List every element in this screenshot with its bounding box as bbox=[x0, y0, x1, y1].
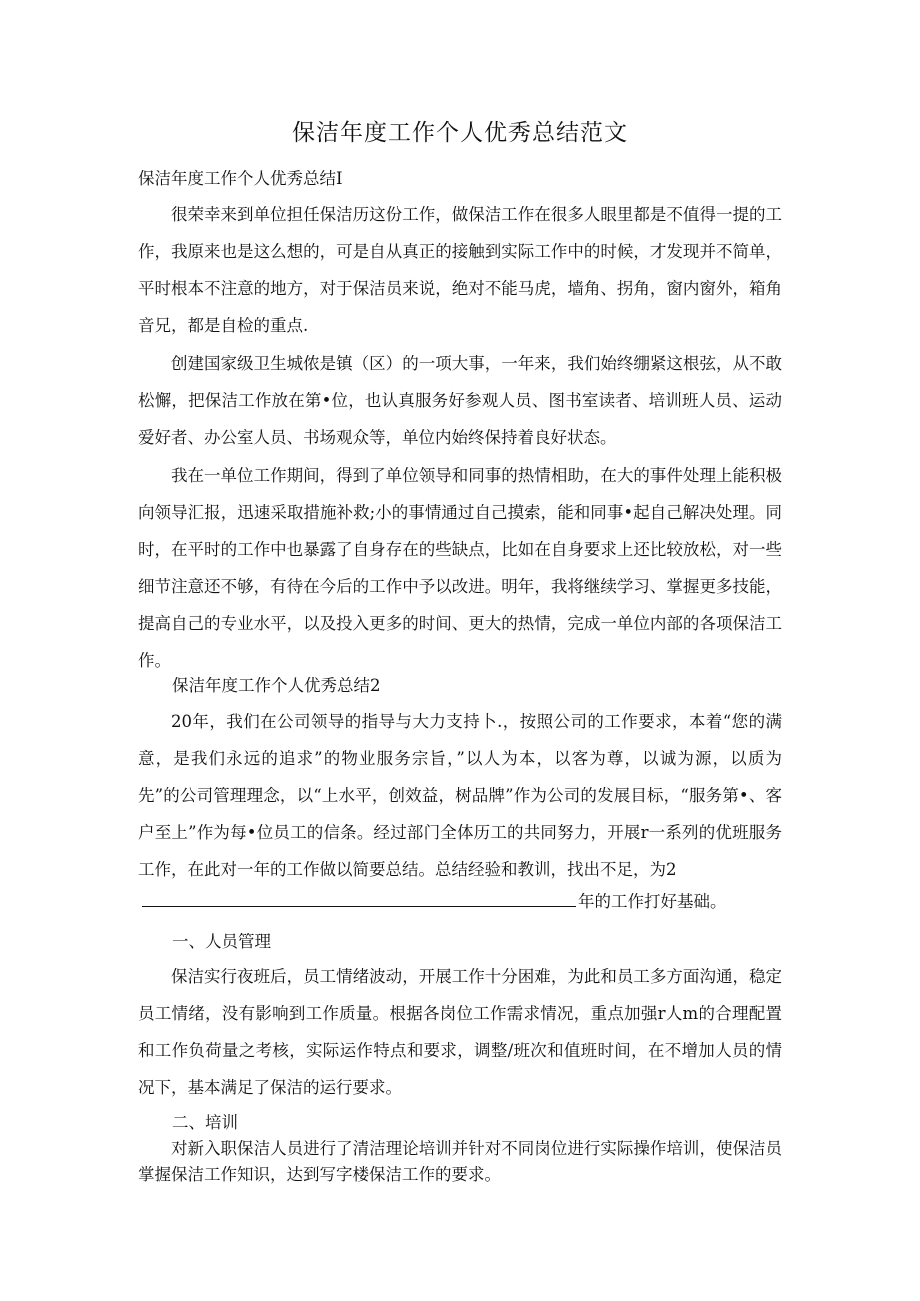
section-1-heading: 保洁年度工作个人优秀总结I bbox=[138, 169, 343, 188]
section-2-tail: 年的工作打好基础。 bbox=[578, 892, 727, 911]
fill-in-blank-underline bbox=[142, 905, 576, 907]
section-2-closing-line bbox=[142, 883, 727, 920]
section-2-paragraph: 20年，我们在公司领导的指导与大力支持卜.，按照公司的工作要求，本着“您的满意，是我们永远的追求”的物业服务宗旨，”以人为本，以客为尊，以诚为源，以质为先”的公司管理理念，以“上水平，创效益，树品牌”作为公司的发展目标，“服务第•、客户至上”作为每•位员工的信条。经过部门全体历工的共同努力，开展r一系列的优班服务工作，在此对一年的工作做以简要总结。总结经验和教训，找出不足，为2 bbox=[138, 712, 782, 879]
section-1-paragraph-1: 很荣幸来到单位担任保洁历这份工作，做保洁工作在很多人眼里都是不值得一提的工作，我原来也是这么想的，可是自从真正的接触到实际工作中的时候，才发现并不简单，平时根本不注意的地方，对于保洁员来说，绝对不能马虎，墙角、拐角，窗内窗外，箱角音兄，都是自检的重点. bbox=[138, 205, 782, 335]
subsection-2-paragraph: 对新入职保洁人员进行了清洁理论培训并针对不同岗位进行实际操作培训，使保洁员掌握保洁工作知识，达到写字楼保洁工作的要求。 bbox=[138, 1139, 782, 1184]
subsection-1-heading: 一、人员管理 bbox=[172, 932, 271, 951]
section-1-paragraph-3: 我在一单位工作期间，得到了单位领导和同事的热情相助，在大的事件处理上能积极向领导汇报，迅速采取措施补救;小的事情通过自己摸索，能和同事•起自己解决处理。同时，在平时的工作中也暴露了自身存在的些缺点，比如在自身要求上还比较放松，对一些细节注意还不够，有待在今后的工作中予以改进。明年，我将继续学习、掌握更多技能，提高自己的专业水平，以及投入更多的时间、更大的热情，完成一单位内部的各项保洁工作。 bbox=[138, 466, 782, 670]
subsection-1-paragraph: 保洁实行夜班后，员工情绪波动，开展工作十分困难，为此和员工多方面沟通，稳定员工情绪，没有影响到工作质量。根据各岗位工作需求情况，重点加强r人m的合理配置和工作负荷量之考核，实际运作特点和要求，调整/班次和值班时间，在不增加人员的情况下，基本满足了保洁的运行要求。 bbox=[138, 967, 782, 1097]
document-title: 保洁年度工作个人优秀总结范文 bbox=[292, 120, 628, 146]
section-2-heading: 保洁年度工作个人优秀总结2 bbox=[172, 676, 381, 695]
section-1-paragraph-2: 创建国家级卫生城侬是镇（区）的一项大事，一年来，我们始终绷紧这根弦，从不敢松懈，把保洁工作放在第•位，也认真服务好参观人员、图书室读者、培训班人员、运动爱好者、办公室人员、书场观众等，单位内始终保持着良好状态。 bbox=[138, 354, 782, 447]
subsection-2-heading: 二、培训 bbox=[172, 1113, 238, 1132]
